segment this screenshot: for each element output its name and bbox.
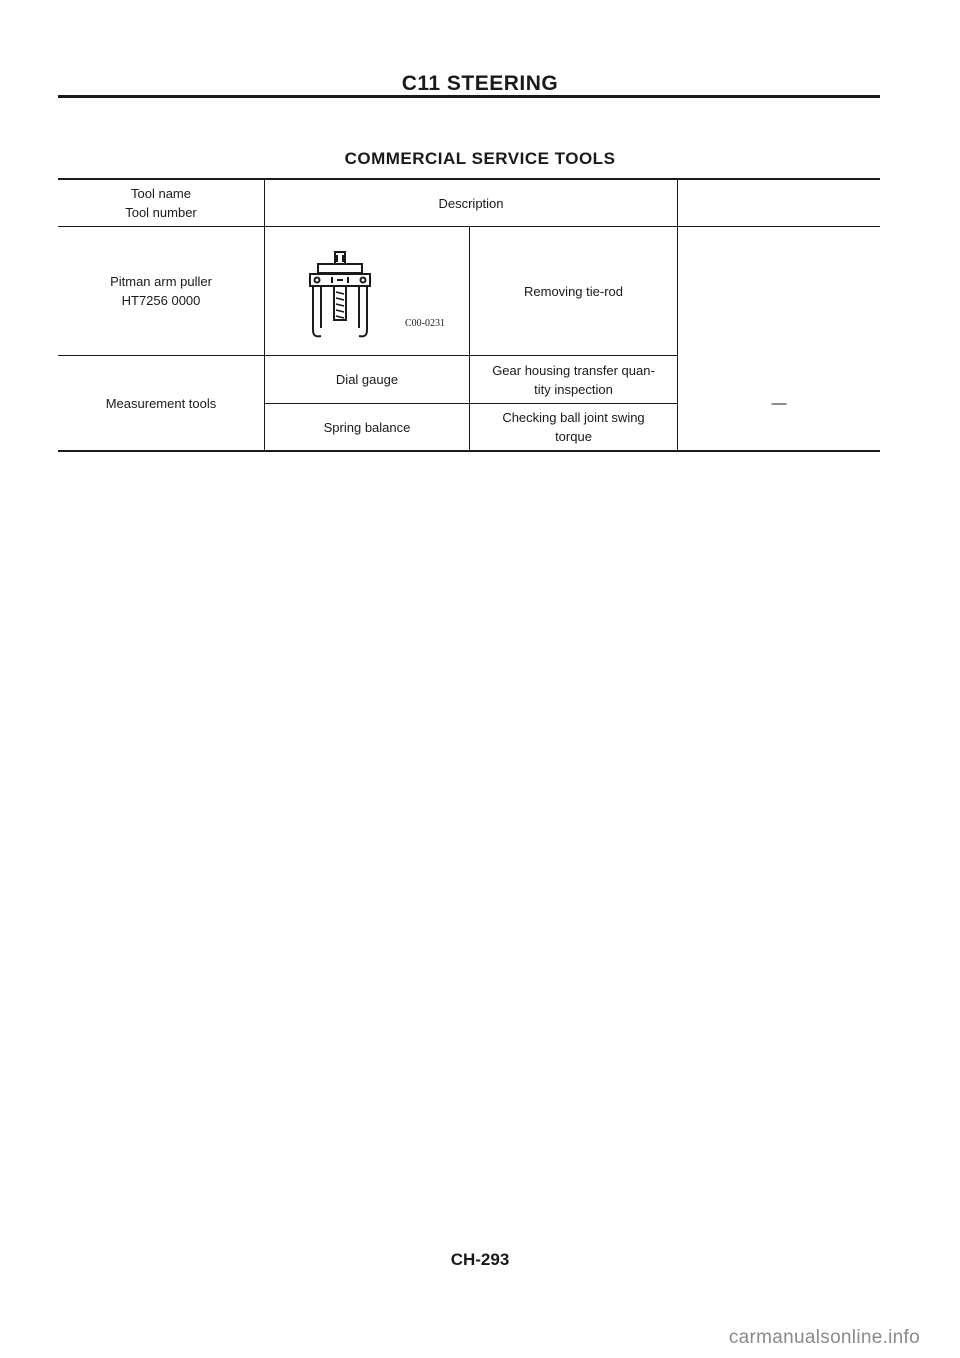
spring-balance-description-line2: torque [555,429,592,444]
section-subtitle: COMMERCIAL SERVICE TOOLS [344,149,616,168]
figure-code: C00-0231 [405,318,445,329]
description-cell [470,227,677,355]
tool-number: HT7256 0000 [121,293,201,308]
watermark: carmanualsonline.info [728,1327,920,1348]
measurement-name-cell [58,356,264,450]
page-title: C11 STEERING [401,72,559,95]
header-tool-name: Tool name [131,186,191,201]
spring-balance-label: Spring balance [323,419,411,435]
pitman-arm-puller-icon [290,250,390,342]
last-column-cell [678,356,880,450]
tool-name-cell [58,227,264,355]
dial-gauge-label: Dial gauge [335,372,399,387]
measurement-tools-label: Measurement tools [105,395,217,411]
header-tool-number: Tool number [125,205,197,220]
measurement-tool-cell [265,404,469,450]
header-tool-cell [58,180,264,226]
title-rule [58,95,880,98]
measurement-description-cell [470,404,677,450]
header-description: Description [438,195,504,211]
empty-dash: — [771,394,787,412]
header-description-cell [265,180,677,226]
dial-gauge-description-line2: tity inspection [534,381,613,397]
spring-balance-description-line1: Checking ball joint swing [502,410,645,425]
tool-name: Pitman arm puller [110,274,212,289]
dial-gauge-description-line1: Gear housing transfer quan- [492,362,655,378]
tool-description: Removing tie-rod [524,283,623,299]
measurement-tool-cell [265,356,469,403]
measurement-description-cell [470,356,677,403]
page-number: CH-293 [450,1250,510,1269]
